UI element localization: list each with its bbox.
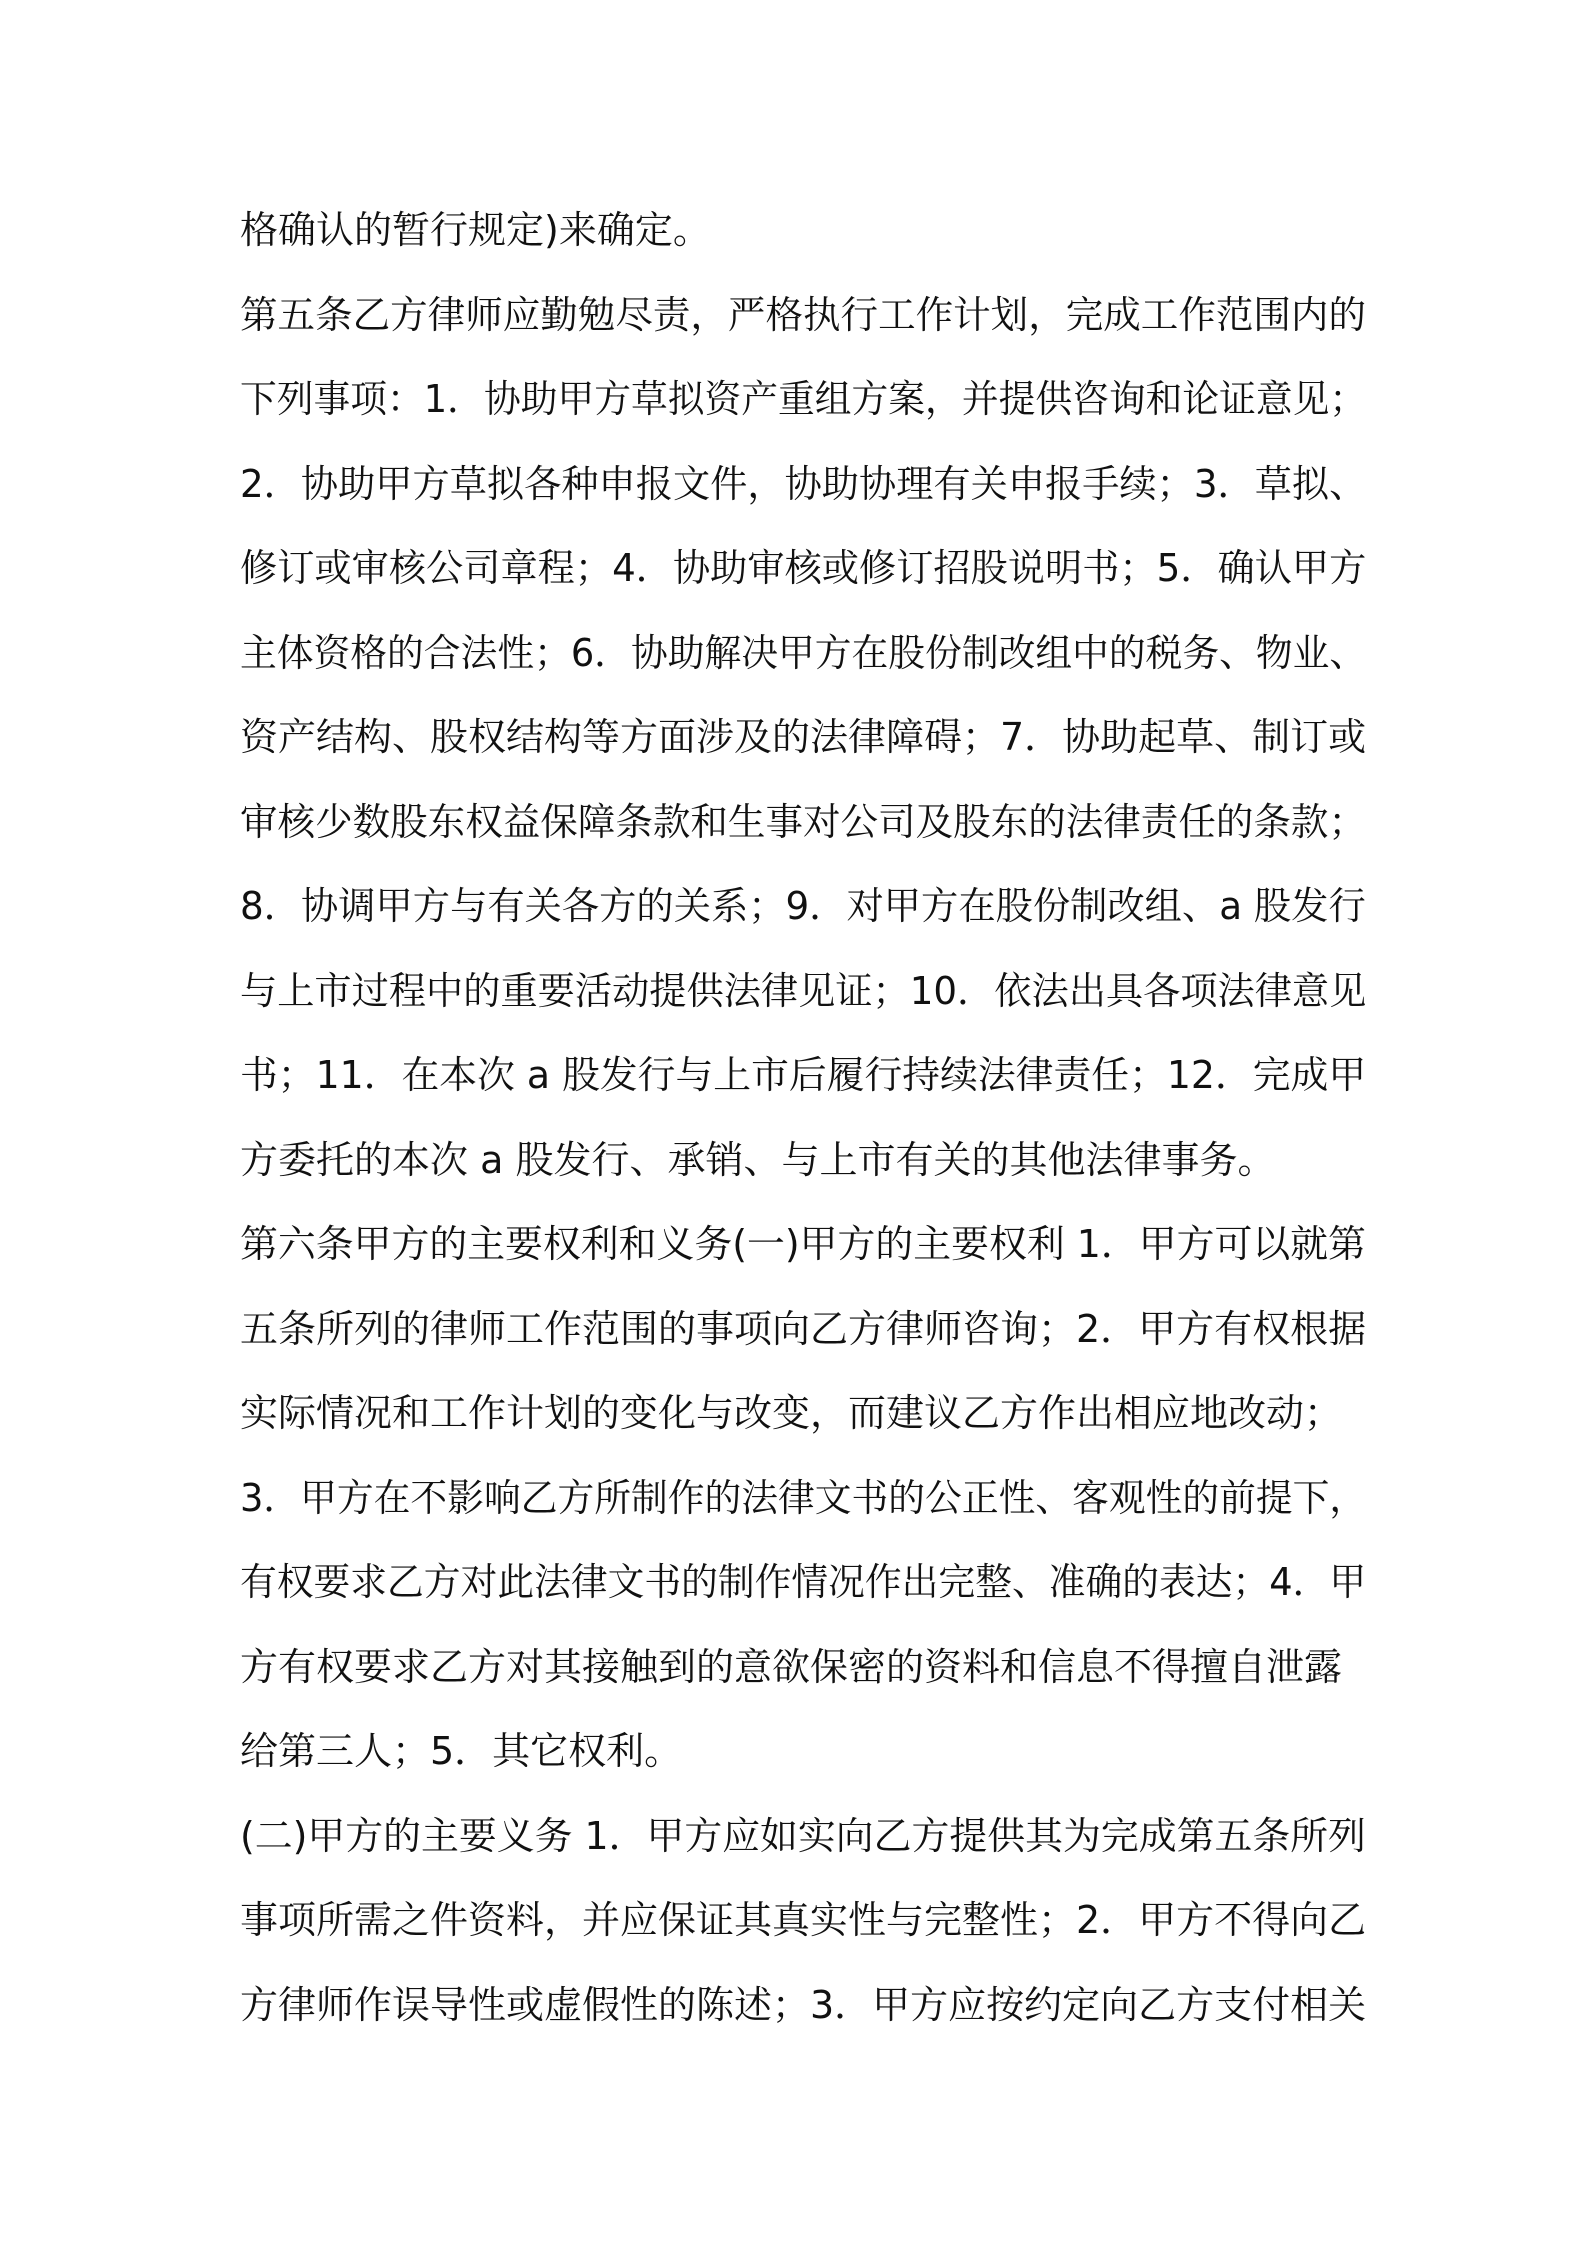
- text-line-6: 主体资格的合法性；6．协助解决甲方在股份制改组中的税务、物业、: [240, 630, 1367, 675]
- text-line-1: 格确认的暂行规定)来确定。: [240, 208, 711, 252]
- text-line-18: 方有权要求乙方对其接触到的意欲保密的资料和信息不得擅自泄露: [240, 1644, 1343, 1689]
- text-line-8: 审核少数股东权益保障条款和生事对公司及股东的法律责任的条款；: [240, 799, 1367, 844]
- text-line-16: 3．甲方在不影响乙方所制作的法律文书的公正性、客观性的前提下，: [240, 1475, 1367, 1520]
- text-line-20: (二)甲方的主要义务 1．甲方应如实向乙方提供其为完成第五条所列: [240, 1813, 1366, 1858]
- text-line-7: 资产结构、股权结构等方面涉及的法律障碍；7．协助起草、制订或: [240, 715, 1367, 759]
- text-line-21: 事项所需之件资料，并应保证其真实性与完整性；2．甲方不得向乙: [240, 1898, 1367, 1942]
- text-line-10: 与上市过程中的重要活动提供法律见证；10．依法出具各项法律意见: [240, 968, 1367, 1013]
- text-line-5: 修订或审核公司章程；4．协助审核或修订招股说明书；5．确认甲方: [240, 546, 1367, 590]
- text-line-13: 第六条甲方的主要权利和义务(一)甲方的主要权利 1．甲方可以就第: [240, 1222, 1366, 1266]
- text-line-12: 方委托的本次 a 股发行、承销、与上市有关的其他法律事务。: [240, 1137, 1276, 1182]
- document-body: [240, 188, 1366, 2047]
- text-line-11: 书；11．在本次 a 股发行与上市后履行持续法律责任；12．完成甲: [240, 1053, 1367, 1097]
- text-line-22: 方律师作误导性或虚假性的陈述；3．甲方应按约定向乙方支付相关: [240, 1982, 1367, 2027]
- text-line-17: 有权要求乙方对此法律文书的制作情况作出完整、准确的表达；4．甲: [240, 1560, 1367, 1604]
- text-line-4: 2．协助甲方草拟各种申报文件，协助协理有关申报手续；3．草拟、: [240, 461, 1367, 506]
- text-line-9: 8．协调甲方与有关各方的关系；9．对甲方在股份制改组、a 股发行: [240, 884, 1366, 928]
- text-line-19: 给第三人；5．其它权利。: [240, 1729, 683, 1773]
- text-line-3: 下列事项：1．协助甲方草拟资产重组方案，并提供咨询和论证意见；: [240, 377, 1367, 421]
- text-line-15: 实际情况和工作计划的变化与改变，而建议乙方作出相应地改动；: [240, 1391, 1343, 1435]
- text-line-2: 第五条乙方律师应勤勉尽责，严格执行工作计划，完成工作范围内的: [240, 292, 1367, 337]
- text-line-14: 五条所列的律师工作范围的事项向乙方律师咨询；2．甲方有权根据: [240, 1306, 1367, 1351]
